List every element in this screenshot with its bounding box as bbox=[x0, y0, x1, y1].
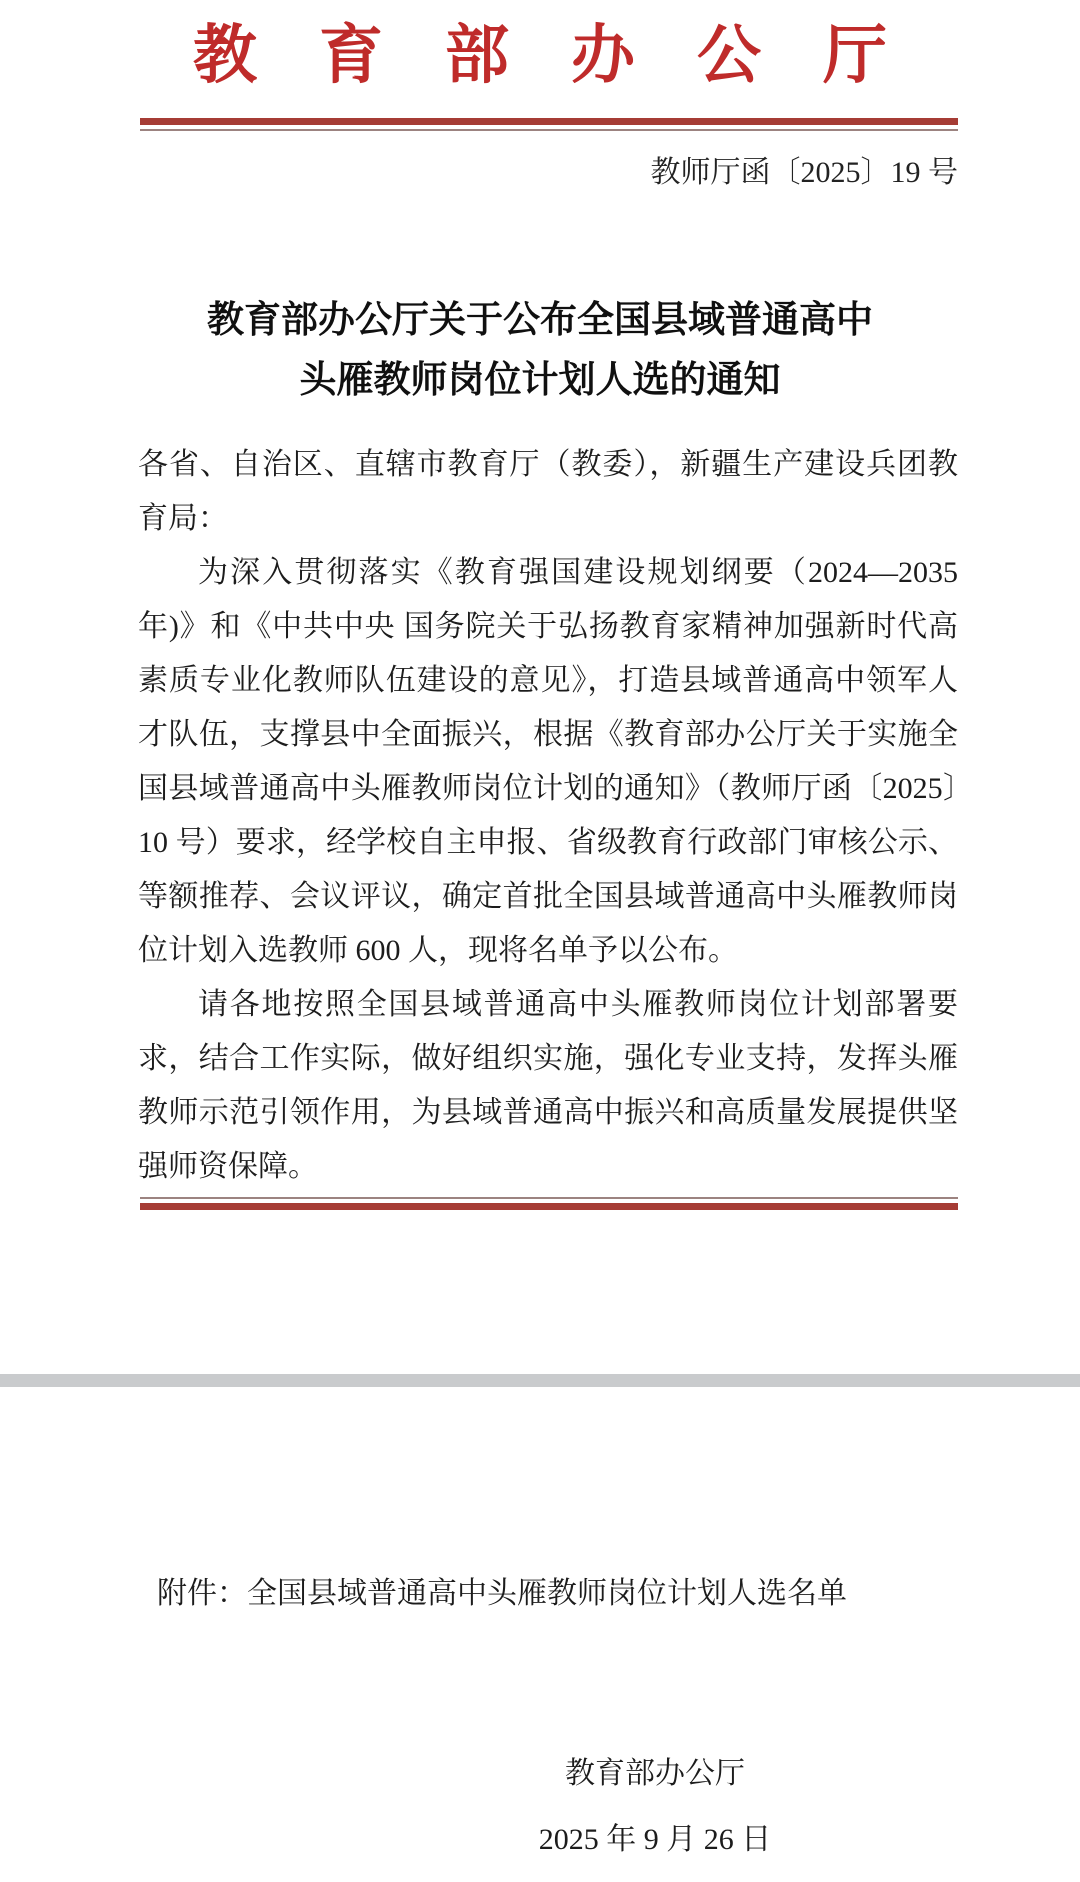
document-number: 教师厅函〔2025〕19 号 bbox=[650, 156, 958, 189]
body-paragraph-1: 为深入贯彻落实《教育强国建设规划纲要（2024—2035年)》和《中共中央 国务院关于弘扬教育家精神加强新时代高素质专业化教师队伍建设的意见》，打造县域普通高中领军人才队伍，支撑县中全面振兴，根据《教育部办公厅关于实施全国县域普通高中头雁教师岗位计划的通知》（教师厅函〔2025〕10 号）要求，经学校自主申报、省级教育行政部门审核公示、等额推荐、会议评议，确定首批全国县域普通高中头雁教师岗位计划入选教师 600 人，现将名单予以公布。 bbox=[138, 556, 958, 967]
salutation-paragraph: 各省、自治区、直辖市教育厅（教委），新疆生产建设兵团教育局： bbox=[138, 448, 958, 535]
header-rule-thick bbox=[140, 118, 958, 125]
notice-title-line1: 教育部办公厅关于公布全国县域普通高中 bbox=[207, 299, 873, 340]
signature-signer: 教育部办公厅 bbox=[565, 1757, 745, 1790]
notice-title-line2: 头雁教师岗位计划人选的通知 bbox=[299, 359, 781, 400]
attachment-line: 附件：全国县域普通高中头雁教师岗位计划人选名单 bbox=[157, 1577, 847, 1610]
signature-block bbox=[420, 1752, 890, 1862]
footer-rule-thin bbox=[140, 1197, 958, 1199]
header-rule-thin bbox=[140, 129, 958, 131]
notice-title bbox=[0, 290, 1080, 410]
signature-date: 2025 年 9 月 26 日 bbox=[538, 1823, 772, 1856]
page-break-divider bbox=[0, 1374, 1080, 1387]
body-paragraph-2: 请各地按照全国县域普通高中头雁教师岗位计划部署要求，结合工作实际，做好组织实施，强化专业支持，发挥头雁教师示范引领作用，为县域普通高中振兴和高质量发展提供坚强师资保障。 bbox=[138, 988, 958, 1183]
footer-rule-thick bbox=[140, 1203, 958, 1210]
letterhead-agency-title: 教育部办公厅 bbox=[193, 20, 949, 91]
document-body bbox=[138, 438, 958, 1194]
